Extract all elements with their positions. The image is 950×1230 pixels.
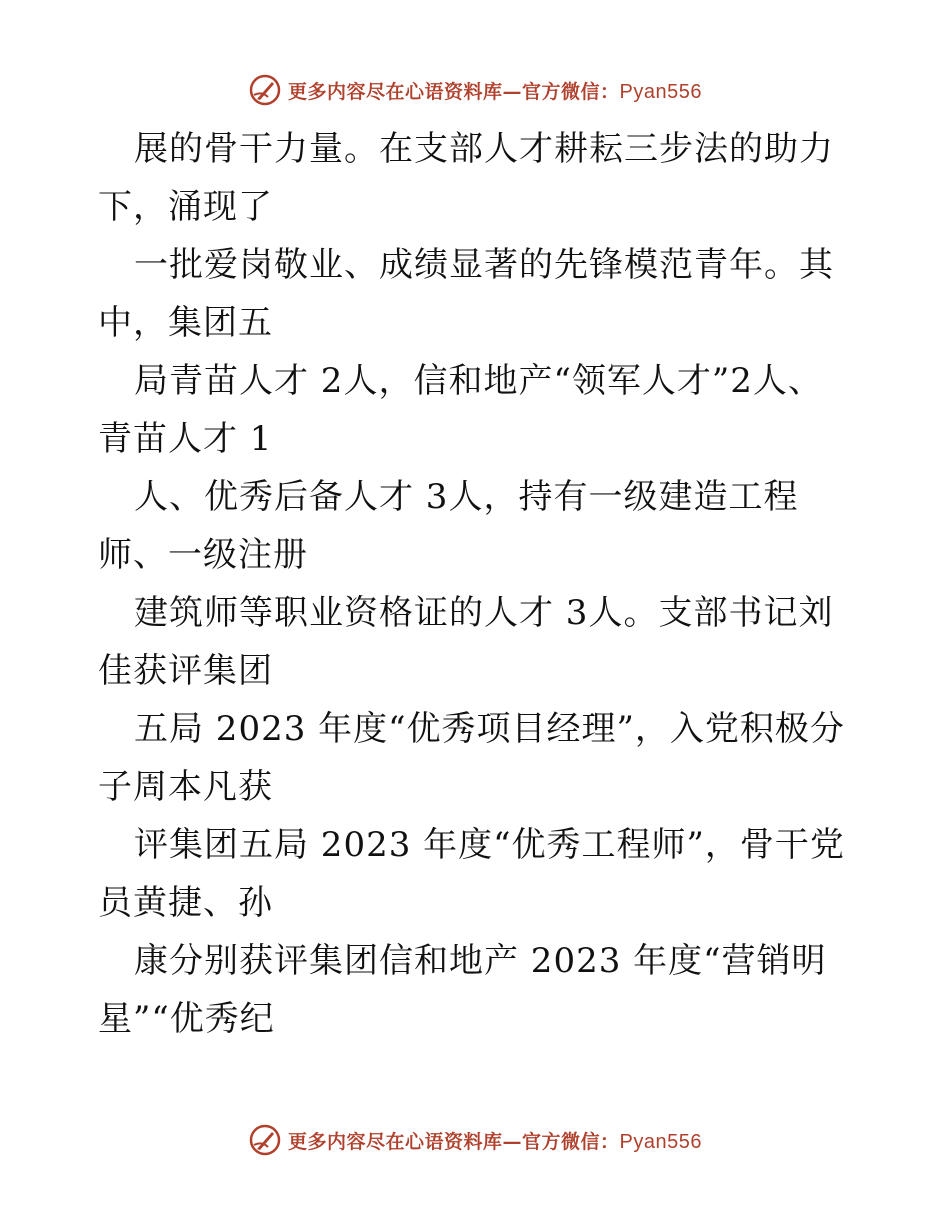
body-line: 中，集团五 — [98, 303, 273, 343]
body-line: 子周本凡获 — [98, 767, 273, 807]
header-watermark — [0, 70, 950, 110]
body-line: 人、优秀后备人才 3人，持有一级建造工程 — [134, 477, 799, 517]
body-line: 局青苗人才 2人，信和地产“领军人才”2人、 — [134, 361, 823, 401]
quill-logo-icon — [248, 1123, 282, 1157]
watermark-contact-id: Pyan556 — [619, 80, 702, 103]
body-line: 青苗人才 1 — [98, 419, 273, 459]
watermark-slogan: 更多内容尽在心语资料库 — [288, 80, 503, 103]
body-line: 建筑师等职业资格证的人才 3人。支部书记刘 — [134, 593, 834, 633]
body-line: 师、一级注册 — [98, 535, 308, 575]
body-line: 佳获评集团 — [98, 651, 273, 691]
body-line: 五局 2023 年度“优秀项目经理”，入党积极分 — [134, 709, 845, 749]
watermark-dash: — — [502, 80, 523, 103]
body-line: 康分别获评集团信和地产 2023 年度“营销明 — [134, 941, 827, 981]
body-line: 一批爱岗敬业、成绩显著的先锋模范青年。其 — [134, 245, 834, 285]
watermark-contact-id: Pyan556 — [619, 1130, 702, 1153]
body-line: 评集团五局 2023 年度“优秀工程师”，骨干党 — [134, 825, 845, 865]
body-line: 下，涌现了 — [98, 187, 273, 227]
watermark-contact-label: 官方微信： — [522, 80, 620, 103]
document-body — [98, 120, 868, 1048]
watermark-contact-label: 官方微信： — [522, 1130, 620, 1153]
watermark-dash: — — [502, 1130, 523, 1153]
footer-watermark — [0, 1120, 950, 1160]
watermark-text — [288, 1127, 702, 1154]
body-line: 星”“优秀纪 — [98, 999, 275, 1039]
body-line: 员黄捷、孙 — [98, 883, 273, 923]
quill-logo-icon — [248, 73, 282, 107]
watermark-slogan: 更多内容尽在心语资料库 — [288, 1130, 503, 1153]
watermark-text — [288, 77, 702, 104]
body-line: 展的骨干力量。在支部人才耕耘三步法的助力 — [134, 129, 834, 169]
